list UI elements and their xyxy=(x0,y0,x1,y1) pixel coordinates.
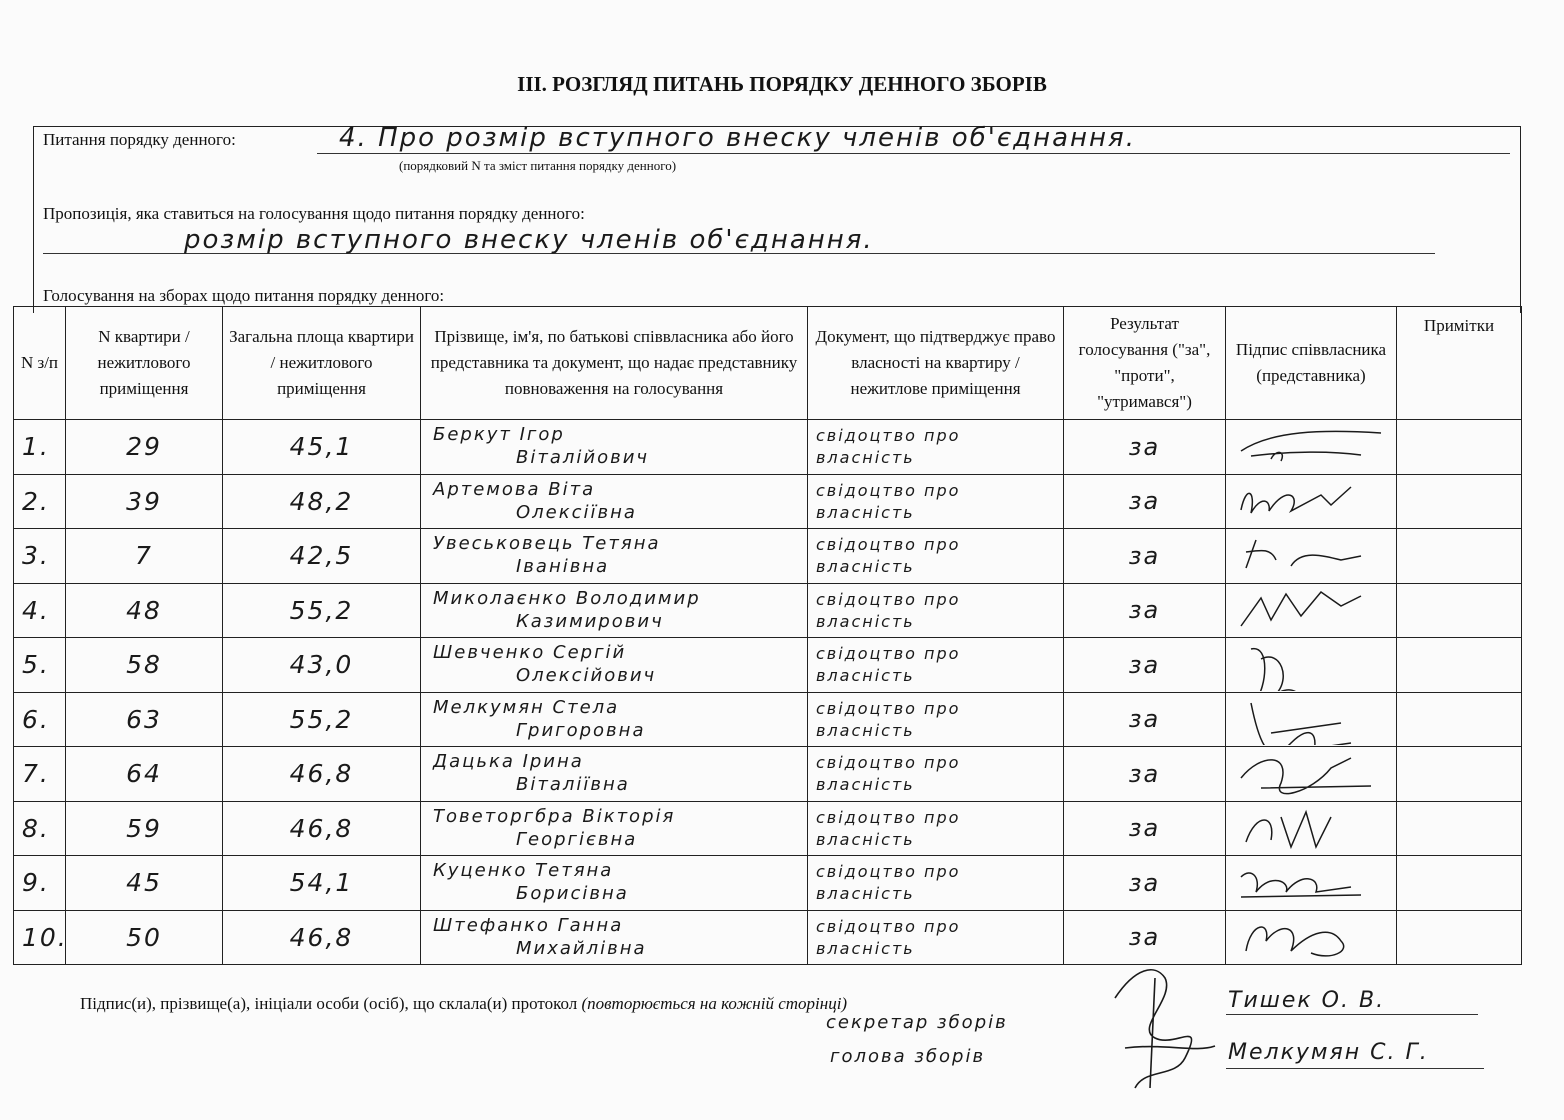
row-document-line1: свідоцтво про xyxy=(816,807,961,827)
row-apartment: 45 xyxy=(66,856,223,911)
row-owner xyxy=(421,747,808,802)
row-number: 7. xyxy=(14,747,66,802)
footer-note: (повторюється на кожній сторінці) xyxy=(581,994,848,1013)
proposal-label: Пропозиція, яка ставиться на голосування щодо питання порядку денного: xyxy=(43,204,585,223)
signature-mark xyxy=(1231,802,1391,854)
row-owner-line1: Куценко Тетяна xyxy=(433,860,614,881)
row-document-line1: свідоцтво про xyxy=(816,862,961,881)
row-owner xyxy=(421,474,808,529)
table-header-row xyxy=(14,307,1522,420)
row-owner-line2: Григоровна xyxy=(516,719,646,741)
row-notes xyxy=(1397,583,1522,638)
signature-mark xyxy=(1231,693,1391,745)
row-number: 6. xyxy=(14,692,66,747)
row-notes xyxy=(1397,692,1522,747)
row-vote: за xyxy=(1064,856,1226,911)
row-owner-line1: Мелкумян Стела xyxy=(433,696,620,718)
row-owner-line2: Віталійович xyxy=(516,447,650,468)
row-number: 10. xyxy=(14,910,66,965)
row-owner-line1: Штефанко Ганна xyxy=(433,914,624,936)
row-apartment: 48 xyxy=(66,583,223,638)
row-notes xyxy=(1397,529,1522,584)
row-signature xyxy=(1226,474,1397,529)
table-row xyxy=(14,420,1522,475)
signature-mark xyxy=(1231,911,1391,963)
row-number: 2. xyxy=(14,474,66,529)
row-document-line1: свідоцтво про xyxy=(816,644,961,663)
agenda-hint: (порядковий N та зміст питання порядку денного) xyxy=(399,158,677,173)
row-owner-line1: Товеторгбра Вікторія xyxy=(433,805,676,827)
agenda-underline xyxy=(317,153,1510,154)
row-owner xyxy=(421,910,808,965)
row-signature xyxy=(1226,529,1397,584)
row-signature xyxy=(1226,856,1397,911)
row-area: 46,8 xyxy=(223,910,421,965)
row-notes xyxy=(1397,638,1522,693)
row-document xyxy=(808,856,1064,911)
row-document xyxy=(808,747,1064,802)
row-document xyxy=(808,692,1064,747)
row-document-line1: свідоцтво про xyxy=(816,480,961,500)
row-document-line1: свідоцтво про xyxy=(816,535,961,554)
row-notes xyxy=(1397,420,1522,475)
row-owner xyxy=(421,529,808,584)
row-signature xyxy=(1226,910,1397,965)
row-area: 46,8 xyxy=(223,801,421,856)
signature-mark xyxy=(1231,475,1391,527)
row-document-line2: власність xyxy=(816,448,915,467)
row-document xyxy=(808,583,1064,638)
row-apartment: 64 xyxy=(66,747,223,802)
row-notes xyxy=(1397,474,1522,529)
row-owner-line2: Казимирович xyxy=(516,610,664,632)
row-document-line2: власність xyxy=(816,502,915,522)
chair-name-line xyxy=(1226,1068,1484,1069)
footer-label-text: Підпис(и), прізвище(а), ініціали особи (осіб), що склала(и) протокол xyxy=(80,994,578,1013)
agenda-value: 4. Про розмір вступного внеску членів об'єднання. xyxy=(339,123,1136,153)
row-owner xyxy=(421,638,808,693)
row-owner xyxy=(421,692,808,747)
row-notes xyxy=(1397,747,1522,802)
row-signature xyxy=(1226,638,1397,693)
row-owner xyxy=(421,583,808,638)
row-document-line2: власність xyxy=(816,884,915,903)
row-owner-line1: Беркут Ігор xyxy=(433,424,565,445)
row-number: 8. xyxy=(14,801,66,856)
row-apartment: 29 xyxy=(66,420,223,475)
row-notes xyxy=(1397,856,1522,911)
row-document-line2: власність xyxy=(816,666,915,685)
row-vote: за xyxy=(1064,638,1226,693)
row-document xyxy=(808,420,1064,475)
signature-mark xyxy=(1231,748,1391,800)
row-document-line2: власність xyxy=(816,720,915,740)
row-apartment: 63 xyxy=(66,692,223,747)
row-signature xyxy=(1226,420,1397,475)
col-header-signature: Підпис співвласника (представника) xyxy=(1226,307,1397,420)
row-vote: за xyxy=(1064,583,1226,638)
row-document xyxy=(808,801,1064,856)
table-row xyxy=(14,474,1522,529)
row-owner-line1: Миколаєнко Володимир xyxy=(433,587,701,609)
row-area: 42,5 xyxy=(223,529,421,584)
row-apartment: 39 xyxy=(66,474,223,529)
table-row xyxy=(14,692,1522,747)
agenda-label: Питання порядку денного: xyxy=(43,130,236,149)
row-owner xyxy=(421,856,808,911)
row-apartment: 7 xyxy=(66,529,223,584)
row-apartment: 58 xyxy=(66,638,223,693)
secretary-name: Тишек О. В. xyxy=(1228,988,1386,1013)
row-signature xyxy=(1226,801,1397,856)
table-row xyxy=(14,638,1522,693)
row-vote: за xyxy=(1064,747,1226,802)
col-header-apartment: N квартири / нежитлового приміщення xyxy=(66,307,223,420)
row-vote: за xyxy=(1064,801,1226,856)
row-number: 1. xyxy=(14,420,66,475)
chair-name: Мелкумян С. Г. xyxy=(1228,1040,1429,1065)
signature-mark xyxy=(1231,530,1391,582)
table-row xyxy=(14,910,1522,965)
row-number: 9. xyxy=(14,856,66,911)
voting-label: Голосування на зборах щодо питання порядку денного: xyxy=(43,286,445,305)
table-row xyxy=(14,529,1522,584)
row-apartment: 50 xyxy=(66,910,223,965)
proposal-value: розмір вступного внеску членів об'єднання. xyxy=(184,225,874,255)
row-vote: за xyxy=(1064,692,1226,747)
row-signature xyxy=(1226,747,1397,802)
footer-label xyxy=(80,994,847,1014)
row-document-line1: свідоцтво про xyxy=(816,753,961,772)
row-document-line2: власність xyxy=(816,829,915,849)
row-owner-line1: Шевченко Сергій xyxy=(433,642,627,663)
row-vote: за xyxy=(1064,910,1226,965)
row-apartment: 59 xyxy=(66,801,223,856)
table-row xyxy=(14,801,1522,856)
row-area: 43,0 xyxy=(223,638,421,693)
row-number: 5. xyxy=(14,638,66,693)
row-signature xyxy=(1226,692,1397,747)
row-document-line1: свідоцтво про xyxy=(816,426,961,445)
row-owner xyxy=(421,420,808,475)
row-owner-line2: Георгієвна xyxy=(516,828,638,850)
row-owner-line2: Борисівна xyxy=(516,883,629,904)
row-vote: за xyxy=(1064,529,1226,584)
row-owner-line1: Артемова Віта xyxy=(433,478,596,500)
row-notes xyxy=(1397,801,1522,856)
row-owner-line2: Михайлівна xyxy=(516,937,647,959)
row-area: 55,2 xyxy=(223,692,421,747)
secretary-name-line xyxy=(1226,1014,1478,1015)
row-owner-line2: Олексіївна xyxy=(516,501,637,523)
signature-mark xyxy=(1231,857,1391,909)
row-document-line2: власність xyxy=(816,775,915,794)
row-document-line2: власність xyxy=(816,938,915,958)
row-document-line1: свідоцтво про xyxy=(816,916,961,936)
row-document xyxy=(808,474,1064,529)
row-document xyxy=(808,910,1064,965)
row-number: 3. xyxy=(14,529,66,584)
col-header-number: N з/п xyxy=(14,307,66,420)
row-document xyxy=(808,638,1064,693)
row-area: 48,2 xyxy=(223,474,421,529)
table-row xyxy=(14,856,1522,911)
col-header-document: Документ, що підтверджує право власності на квартиру / нежитлове приміщення xyxy=(808,307,1064,420)
row-owner-line1: Увеськовець Тетяна xyxy=(433,533,661,554)
row-area: 54,1 xyxy=(223,856,421,911)
row-document xyxy=(808,529,1064,584)
secretary-role: секретар зборів xyxy=(826,1012,1008,1033)
footer-signature xyxy=(1095,958,1235,1098)
row-owner-line2: Віталіївна xyxy=(516,774,630,795)
row-vote: за xyxy=(1064,474,1226,529)
row-owner-line2: Олексійович xyxy=(516,665,657,686)
row-document-line1: свідоцтво про xyxy=(816,698,961,718)
row-vote: за xyxy=(1064,420,1226,475)
signature-mark xyxy=(1231,639,1391,691)
row-number: 4. xyxy=(14,583,66,638)
row-owner-line1: Дацька Ірина xyxy=(433,751,584,772)
agenda-frame xyxy=(33,123,1521,313)
row-document-line1: свідоцтво про xyxy=(816,589,961,609)
row-notes xyxy=(1397,910,1522,965)
table-row xyxy=(14,583,1522,638)
row-signature xyxy=(1226,583,1397,638)
row-area: 45,1 xyxy=(223,420,421,475)
signature-mark xyxy=(1231,421,1391,473)
col-header-vote: Результат голосування ("за", "проти", "утримався") xyxy=(1064,307,1226,420)
signature-mark xyxy=(1231,584,1391,636)
col-header-area: Загальна площа квартири / нежитлового приміщення xyxy=(223,307,421,420)
row-owner-line2: Іванівна xyxy=(516,556,610,577)
row-document-line2: власність xyxy=(816,611,915,631)
chair-role: голова зборів xyxy=(830,1046,986,1067)
table-row xyxy=(14,747,1522,802)
row-owner xyxy=(421,801,808,856)
col-header-notes: Примітки xyxy=(1397,307,1522,420)
votes-table xyxy=(13,306,1522,965)
col-header-owner: Прізвище, ім'я, по батькові співвласника або його представника та документ, що надає представнику повноваження на голосування xyxy=(421,307,808,420)
row-area: 46,8 xyxy=(223,747,421,802)
row-document-line2: власність xyxy=(816,557,915,576)
page-title: III. РОЗГЛЯД ПИТАНЬ ПОРЯДКУ ДЕННОГО ЗБОРІВ xyxy=(517,72,1047,96)
row-area: 55,2 xyxy=(223,583,421,638)
